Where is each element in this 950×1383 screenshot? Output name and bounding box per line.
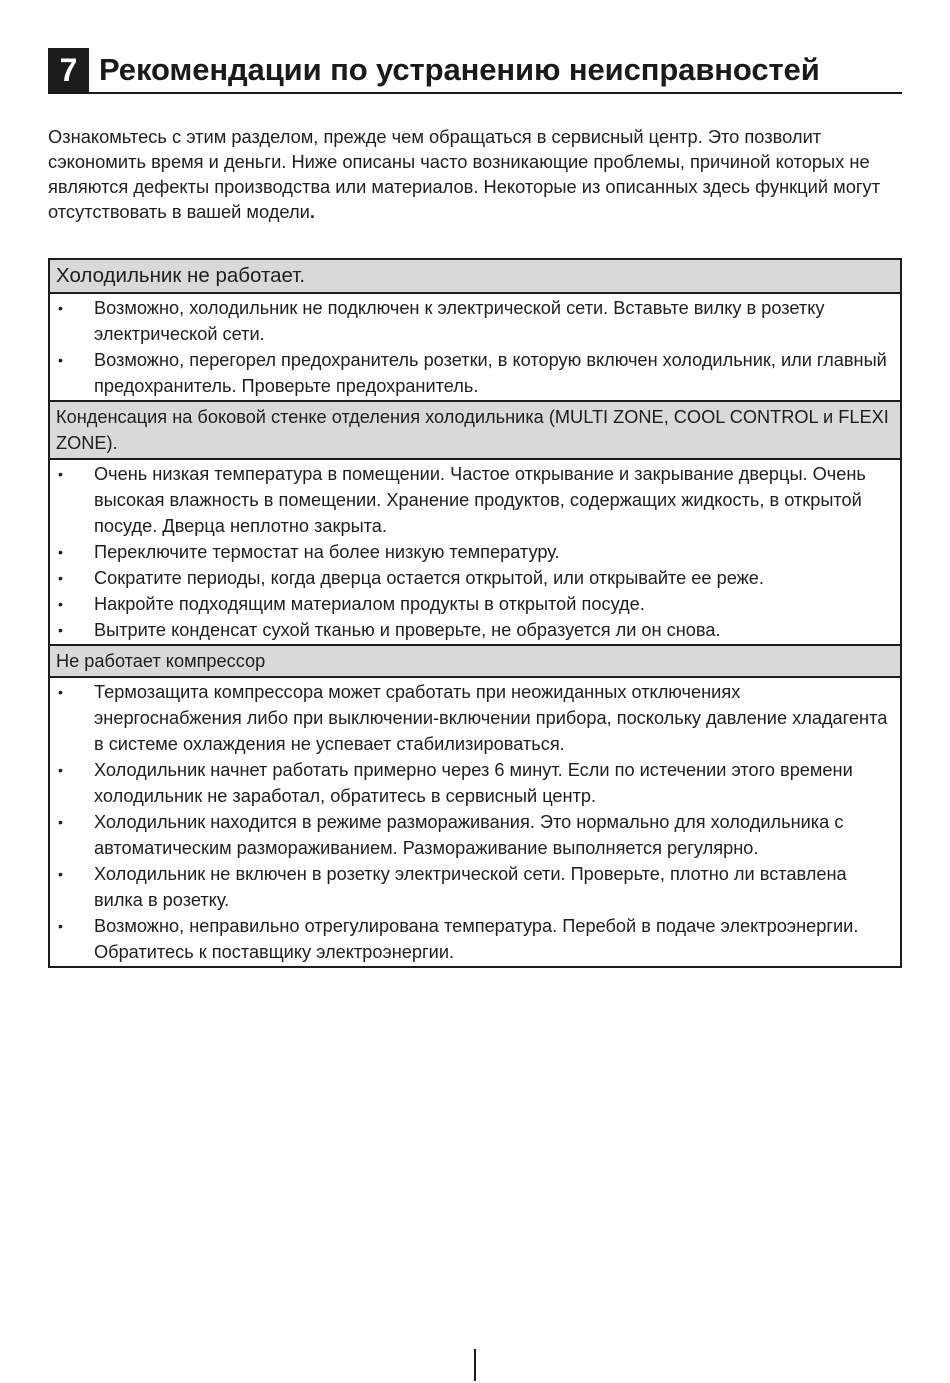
list-item [56, 591, 892, 617]
list-item [56, 809, 892, 861]
intro-paragraph [48, 124, 908, 224]
chapter-heading [48, 48, 902, 94]
section-header-condensation: Конденсация на боковой стенке отделения холодильника (MULTI ZONE, COOL CONTROL и FLEXI ZONE). [50, 402, 900, 460]
troubleshooting-table [48, 258, 902, 968]
bullet-icon: • [58, 466, 63, 482]
section-header-fridge-not-working: Холодильник не работает. [50, 260, 900, 294]
list-item-text: Сократите периоды, когда дверца остается открытой, или открывайте ее реже. [94, 568, 764, 588]
list-item-text: Холодильник не включен в розетку электрической сети. Проверьте, плотно ли вставлена вилка в розетку. [94, 864, 847, 910]
intro-end-mark: . [309, 201, 315, 222]
bullet-icon: • [58, 596, 63, 612]
list-item-text: Очень низкая температура в помещении. Частое открывание и закрывание дверцы. Очень высокая влажность в помещении. Хранение продуктов, содержащих жидкость, в открытой посуде. Дверца неплотно закрыта. [94, 464, 866, 536]
list-item-text: Возможно, холодильник не подключен к электрической сети. Вставьте вилку в розетку электрической сети. [94, 298, 825, 344]
section-body-condensation [50, 460, 900, 646]
section-header-compressor: Не работает компрессор [50, 646, 900, 678]
section-body-compressor [50, 678, 900, 966]
list-item [56, 461, 892, 539]
bullet-icon: • [58, 918, 63, 934]
intro-text: Ознакомьтесь с этим разделом, прежде чем обращаться в сервисный центр. Это позволит сэкономить время и деньги. Ниже описаны часто возникающие проблемы, причиной которых не являются дефекты производства или материалов. Некоторые из описанных здесь функций могут отсутствовать в вашей модели [48, 126, 881, 222]
list-item [56, 913, 892, 965]
section-body-fridge-not-working [50, 294, 900, 402]
bullet-icon: • [58, 762, 63, 778]
bullet-icon: • [58, 544, 63, 560]
list-item [56, 565, 892, 591]
list-item-text: Возможно, неправильно отрегулирована температура. Перебой в подаче электроэнергии. Обратитесь к поставщику электроэнергии. [94, 916, 859, 962]
list-item [56, 539, 892, 565]
chapter-title: Рекомендации по устранению неисправностей [99, 52, 820, 87]
bullet-icon: • [58, 570, 63, 586]
bullet-icon: • [58, 814, 63, 830]
list-item-text: Возможно, перегорел предохранитель розетки, в которую включен холодильник, или главный предохранитель. Проверьте предохранитель. [94, 350, 887, 396]
list-item [56, 617, 892, 643]
list-item-text: Вытрите конденсат сухой тканью и проверьте, не образуется ли он снова. [94, 620, 721, 640]
bullet-icon: • [58, 300, 63, 316]
chapter-number-badge: 7 [48, 48, 89, 92]
bullet-icon: • [58, 684, 63, 700]
page-divider-mark [474, 1349, 476, 1381]
list-item-text: Переключите термостат на более низкую температуру. [94, 542, 560, 562]
list-item-text: Холодильник находится в режиме размораживания. Это нормально для холодильника с автоматическим размораживанием. Размораживание выполняется регулярно. [94, 812, 844, 858]
bullet-icon: • [58, 352, 63, 368]
list-item [56, 861, 892, 913]
list-item [56, 757, 892, 809]
list-item [56, 679, 892, 757]
list-item-text: Холодильник начнет работать примерно через 6 минут. Если по истечении этого времени холодильник не заработал, обратитесь в сервисный центр. [94, 760, 853, 806]
bullet-icon: • [58, 622, 63, 638]
list-item [56, 295, 892, 347]
bullet-icon: • [58, 866, 63, 882]
list-item-text: Накройте подходящим материалом продукты в открытой посуде. [94, 594, 645, 614]
list-item [56, 347, 892, 399]
list-item-text: Термозащита компрессора может сработать при неожиданных отключениях энергоснабжения либо при выключении-включении прибора, поскольку давление хладагента в системе охлаждения не успевает стабилизироваться. [94, 682, 888, 754]
